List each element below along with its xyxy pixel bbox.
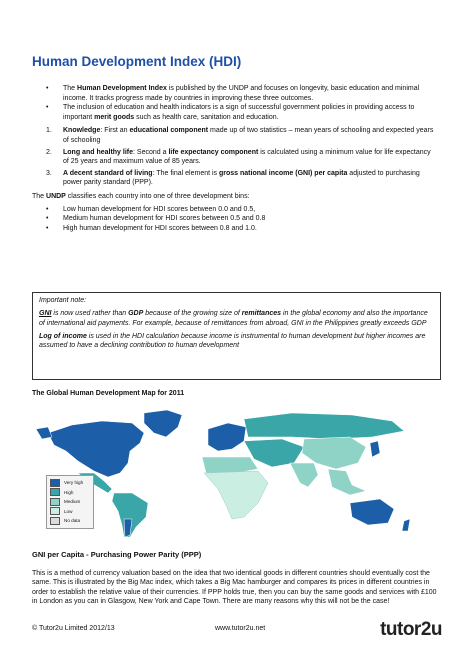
page-footer: [32, 619, 442, 644]
legend-swatch: [50, 507, 60, 515]
legend-item: No data: [50, 516, 90, 526]
map-region-southeast-asia: [328, 469, 366, 495]
tutor2u-logo: tutor2u: [380, 619, 442, 640]
map-region-europe: [208, 423, 246, 451]
map-title: The Global Human Development Map for 2011: [32, 390, 185, 397]
legend-item: High: [50, 488, 90, 498]
legend-item: Medium: [50, 497, 90, 507]
bins-list: [32, 205, 437, 234]
important-note-box: [32, 292, 441, 380]
classify-paragraph: The UNDP classifies each country into one of three development bins:: [32, 192, 250, 200]
map-region-greenland: [144, 410, 182, 437]
list-item: 2. Long and healthy life: Second a life expectancy component is calculated using a minimum value for life expectancy of 25 years and maximum value of 85 years.: [46, 148, 431, 166]
intro-section: [32, 84, 437, 233]
list-item: • High human development for HDI scores between 0.8 and 1.0.: [32, 224, 437, 234]
legend-swatch: [50, 479, 60, 487]
list-item: • Low human development for HDI scores between 0.0 and 0.5,: [32, 205, 437, 215]
page-title: Human Development Index (HDI): [32, 54, 242, 69]
list-item: • The inclusion of education and health indicators is a sign of successful government policies in providing access to important merit goods such as health care, sanitation and education.: [32, 103, 437, 122]
note-paragraph-log-income: Log of income is used in the HDI calculation because income is instrumental to human development but higher incomes are assumed to have a declining contribution to human development: [39, 332, 426, 350]
map-region-north-africa: [202, 457, 258, 473]
legend-item: Low: [50, 507, 90, 517]
list-item: 3. A decent standard of living: The final element is gross national income (GNI) per capita adjusted to purchasing power parity standard (PPP).: [46, 169, 420, 187]
map-region-australia: [350, 499, 394, 525]
map-region-south-asia: [290, 463, 318, 487]
website-link[interactable]: www.tutor2u.net: [215, 625, 266, 632]
map-region-sub-saharan-africa: [204, 471, 268, 519]
world-hdi-map: [32, 407, 437, 540]
ppp-paragraph: This is a method of currency valuation based on the idea that two identical goods in different countries should eventually cost the same. This is illustrated by the Big Mac index, which takes a Big Mac hamburger and compares its prices in different countries in order to establish the relative value of their currencies. If PPP holds true, then you can buy the same goods and services with £100 in London as you can in Glasgow, New York and Cape Town. There are many reasons why this will not be the case!: [32, 570, 437, 606]
legend-swatch: [50, 517, 60, 525]
component-list: [32, 126, 437, 188]
ppp-section-title: GNI per Capita - Purchasing Power Parity (PPP): [32, 550, 202, 559]
legend-item: Very high: [50, 478, 90, 488]
legend-swatch: [50, 488, 60, 496]
map-region-japan: [370, 441, 380, 457]
list-item: 1. Knowledge: First an educational component made up of two statistics – mean years of schooling and expected years of schooling: [46, 127, 434, 144]
legend-swatch: [50, 498, 60, 506]
intro-bullet-list: [32, 84, 437, 122]
list-item: • The Human Development Index is published by the UNDP and focuses on longevity, basic education and minimal income. It tracks progress made by countries in improving these three outcomes.: [32, 84, 437, 103]
note-heading: Important note:: [39, 297, 87, 304]
map-region-north-america: [48, 421, 144, 477]
copyright-text: © Tutor2u Limited 2012/13: [32, 625, 115, 632]
map-region-new-zealand: [402, 519, 410, 531]
note-paragraph-gni: GNI is now used rather than GDP because of the growing size of remittances in the global economy and also the importance of international aid payments. For example, because of remittances from abroad, GNI in the Philippines greatly exceeds GDP: [39, 310, 428, 327]
map-region-russia: [244, 413, 404, 439]
map-region-alaska: [36, 427, 52, 439]
list-item: • Medium human development for HDI scores between 0.5 and 0.8: [32, 214, 437, 224]
map-legend: [46, 475, 94, 529]
